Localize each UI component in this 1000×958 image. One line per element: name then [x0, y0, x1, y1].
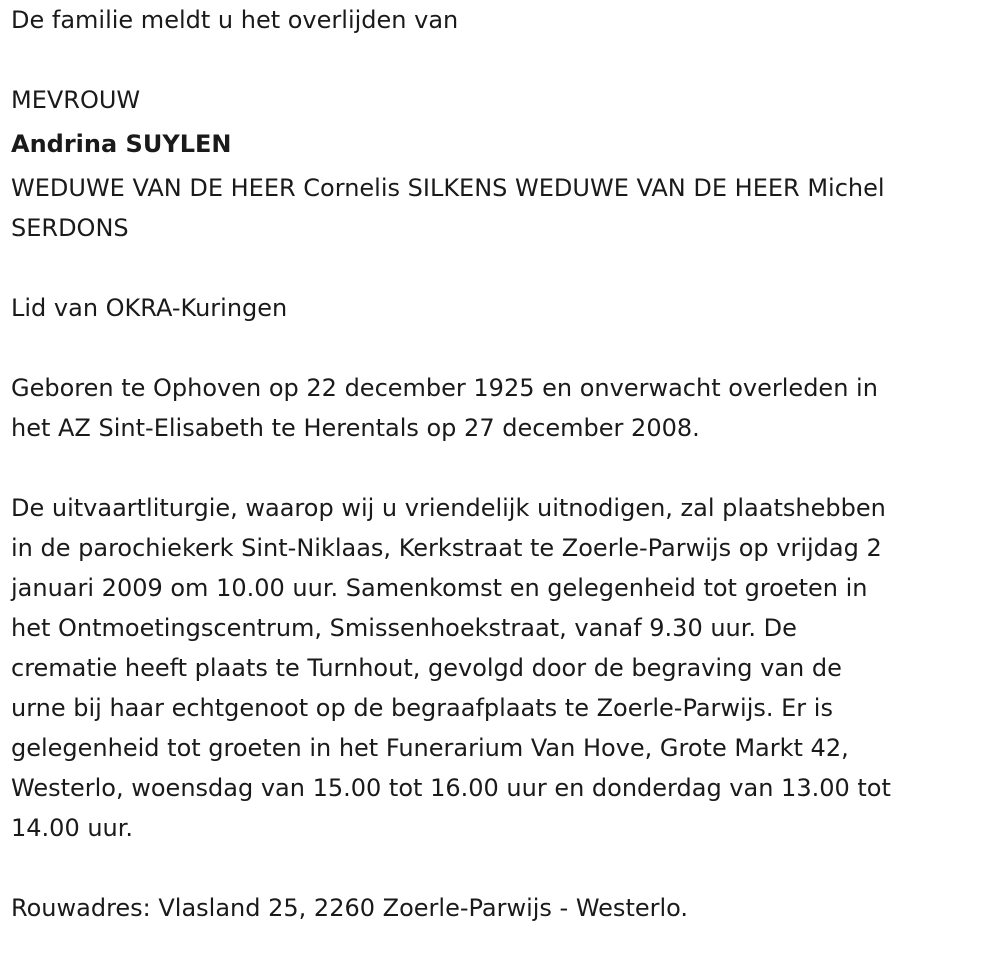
funeral-line-8: Westerlo, woensdag van 15.00 tot 16.00 uur en donderdag van 13.00 tot [11, 774, 891, 802]
death-notice [11, 0, 986, 928]
funeral-line-5: crematie heeft plaats te Turnhout, gevolgd door de begraving van de [11, 654, 842, 682]
funeral-line-9: 14.00 uur. [11, 814, 134, 842]
spacer [11, 448, 986, 488]
birth-death-line-2: het AZ Sint-Elisabeth te Herentals op 27 december 2008. [11, 414, 700, 442]
salutation: MEVROUW [11, 86, 141, 114]
intro-text: De familie meldt u het overlijden van [11, 6, 459, 34]
funeral-line-2: in de parochiekerk Sint-Niklaas, Kerkstraat te Zoerle-Parwijs op vrijdag 2 [11, 534, 882, 562]
widow-line-2: SERDONS [11, 214, 129, 242]
mourning-address: Rouwadres: Vlasland 25, 2260 Zoerle-Parwijs - Westerlo. [11, 894, 689, 922]
deceased-name: Andrina SUYLEN [11, 130, 232, 158]
spacer [11, 848, 986, 888]
funeral-line-4: het Ontmoetingscentrum, Smissenhoekstraat, vanaf 9.30 uur. De [11, 614, 797, 642]
spacer [11, 248, 986, 288]
funeral-line-3: januari 2009 om 10.00 uur. Samenkomst en gelegenheid tot groeten in [11, 574, 868, 602]
funeral-line-6: urne bij haar echtgenoot op de begraafplaats te Zoerle-Parwijs. Er is [11, 694, 833, 722]
spacer [11, 40, 986, 80]
birth-death-line-1: Geboren te Ophoven op 22 december 1925 en onverwacht overleden in [11, 374, 878, 402]
spacer [11, 328, 986, 368]
funeral-line-1: De uitvaartliturgie, waarop wij u vriendelijk uitnodigen, zal plaatshebben [11, 494, 886, 522]
widow-line-1: WEDUWE VAN DE HEER Cornelis SILKENS WEDUWE VAN DE HEER Michel [11, 174, 885, 202]
funeral-line-7: gelegenheid tot groeten in het Funerarium Van Hove, Grote Markt 42, [11, 734, 849, 762]
membership-text: Lid van OKRA-Kuringen [11, 294, 288, 322]
